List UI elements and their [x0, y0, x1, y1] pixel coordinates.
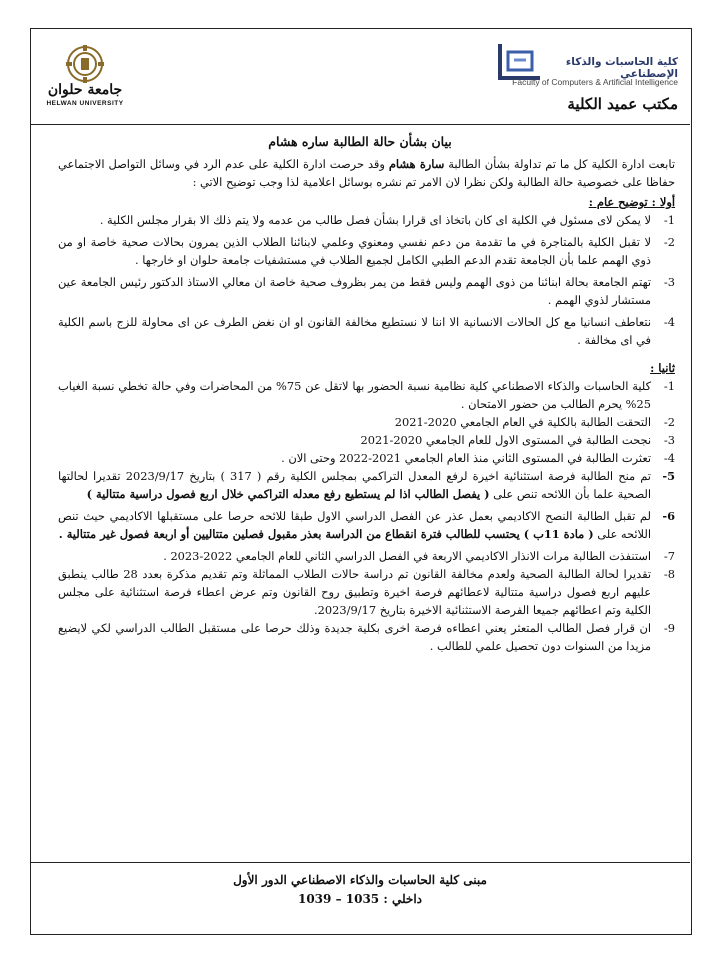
intro-text-start: تابعت ادارة الكلية كل ما تم تداولة بشأن الطالبة	[444, 157, 675, 171]
faculty-name-english: Faculty of Computers & Artificial Intelligence	[512, 77, 678, 87]
item-number: 8-	[663, 567, 675, 581]
item-number: 2-	[663, 235, 675, 249]
list-item	[58, 547, 675, 565]
item-text: تعثرت الطالبة في المستوى الثاني منذ العام الجامعي 2021-2022 وحتى الان .	[281, 451, 651, 465]
item-text: لم تقبل الطالبة النصح الاكاديمي بعمل عذر عن الفصل الدراسي الاول طبقا للائحه حرصا على مستقبلها الاكاديمي حيث تنص اللائحه على	[58, 509, 651, 541]
intro-text-end: وقد حرصت ادارة الكلية على عدم الرد في وسائل التواصل الاجتماعي حفاظا على خصوصية حالة الطالبة ولكن نظرا لان الامر تم نشره بوسائل اعلامية لذا وجب توضيح الاتي :	[58, 157, 675, 189]
item-number: 4-	[663, 451, 675, 465]
list-item	[58, 467, 675, 503]
footer-building: مبنى كلية الحاسبات والذكاء الاصطناعي الدور الأول	[233, 873, 487, 887]
list-item	[58, 211, 675, 229]
item-text: لا تقبل الكلية بالمتاجرة في ما تقدمة من دعم نفسي ومعنوي وعلمي لابنائنا الطلاب الذين يمرون بحالات صحية خاصة او من ذوي الهمم علما بأن الجامعة تقدم الدعم الطبي الكامل لجميع الطلاب في مستشفيات جامعة حلوان او خارجها .	[58, 235, 651, 267]
list-item	[58, 619, 675, 655]
list-item	[58, 431, 675, 449]
item-text-bold: ( مادة 11ب ) يحتسب للطالب فترة انقطاع من الدراسة بعذر مقبول فصلين متتاليين أو اربعة فصول غير متتالية .	[58, 527, 594, 541]
item-number: 7-	[663, 549, 675, 563]
item-text: لا يمكن لاى مسئول في الكلية اى كان باتخاذ اى قرارا بشأن فصل طالب من عدمه ولا يتم ذلك الا بقرار مجلس الكلية .	[99, 213, 651, 227]
item-text: كلية الحاسبات والذكاء الاصطناعي كلية نظامية نسبة الحضور بها لاتقل عن 75% من المحاضرات وفي حالة تخطي نسبة الغياب 25% يحرم الطالب من حضور الامتحان .	[58, 379, 651, 411]
item-text-bold: ( يفصل الطالب اذا لم يستطيع رفع معدله التراكمي خلال اربع فصول دراسية متتالية )	[86, 487, 490, 501]
item-text: تقديرا لحالة الطالبة الصحية ولعدم مخالفة القانون تم دراسة حالات الطلاب المماثلة وتم تقديم مذكرة بعدد 28 طالب ينطبق عليهم اربع فصول دراسية متتالية لاعطائهم فرصة اخيرة وتطبيق روح القانون وتم عرض اعطاء فرصة استثنائية على مجلس الكلية وتم اعطائهم جميعا الفرصة الاستثنائية الاخيرة بتاريخ 2023/9/17.	[58, 567, 651, 617]
item-text: تم منح الطالبة فرصة استثنائية اخيرة لرفع المعدل التراكمي بمجلس الكلية رقم ( 317 ) بتاريخ 2023/9/17 تقديرا لحالتها الصحية علما بأن اللائحه تنص على	[58, 469, 651, 501]
dean-office-label: مكتب عميد الكلية	[567, 95, 678, 113]
header-divider	[30, 124, 690, 125]
item-number: 9-	[663, 621, 675, 635]
intro-paragraph	[58, 155, 675, 191]
item-text: تهتم الجامعة بحالة ابنائنا من ذوى الهمم وليس فقط من يمر بظروف صحية خاصة ان معالي الاستاذ الدكتور رئيس الجامعة عين مستشار لذوي الهمم .	[58, 275, 651, 307]
item-number: 3-	[663, 275, 675, 289]
list-item	[58, 507, 675, 543]
item-number: 4-	[663, 315, 675, 329]
list-item	[58, 565, 675, 619]
item-text: نتعاطف انسانيا مع كل الحالات الانسانية الا اننا لا نستطيع مخالفة القانون او ان نغض الطرف عن اى محاولة للزج باسم الكلية في اى مخالفة .	[58, 315, 651, 347]
university-name-english: HELWAN UNIVERSITY	[46, 100, 124, 107]
item-text: ان قرار فصل الطالب المتعثر يعني اعطاءه فرصة اخرى بكلية جديدة وذلك حرصا على مستقبل الطالب الدراسي لكي لايضيع مزيدا من السنوات دون تحصيل علمي للطالب .	[58, 621, 651, 653]
list-item	[58, 233, 675, 269]
university-name-arabic: جامعة حلوان	[47, 82, 123, 98]
student-name: سارة هشام	[388, 157, 445, 171]
footer-divider	[30, 862, 690, 863]
footer-extension: داخلي : 1035 – 1039	[297, 892, 423, 906]
section-2-heading: ثانيا :	[650, 361, 675, 375]
statement-title: بيان بشأن حالة الطالبة ساره هشام	[268, 134, 452, 149]
list-item	[58, 413, 675, 431]
item-text: التحقت الطالبة بالكلية في العام الجامعي 2020-2021	[394, 415, 651, 429]
list-item	[58, 377, 675, 413]
item-number: 5-	[662, 469, 675, 483]
list-item	[58, 273, 675, 309]
item-number: 1-	[663, 379, 675, 393]
faculty-name-arabic: كلية الحاسبات والذكاء الإصطناعي	[565, 56, 678, 80]
item-text: نجحت الطالبة في المستوى الاول للعام الجامعي 2020-2021	[360, 433, 651, 447]
statement-body	[58, 155, 675, 655]
list-item	[58, 449, 675, 467]
item-number: 6-	[662, 509, 675, 523]
item-number: 2-	[663, 415, 675, 429]
item-number: 1-	[663, 213, 675, 227]
item-number: 3-	[663, 433, 675, 447]
section-1-heading: أولا : توضيح عام :	[588, 195, 675, 209]
item-text: استنفذت الطالبة مرات الانذار الاكاديمي الاربعة في الفصل الدراسي الثاني للعام الجامعي 2022-2023 .	[163, 549, 651, 563]
list-item	[58, 313, 675, 349]
